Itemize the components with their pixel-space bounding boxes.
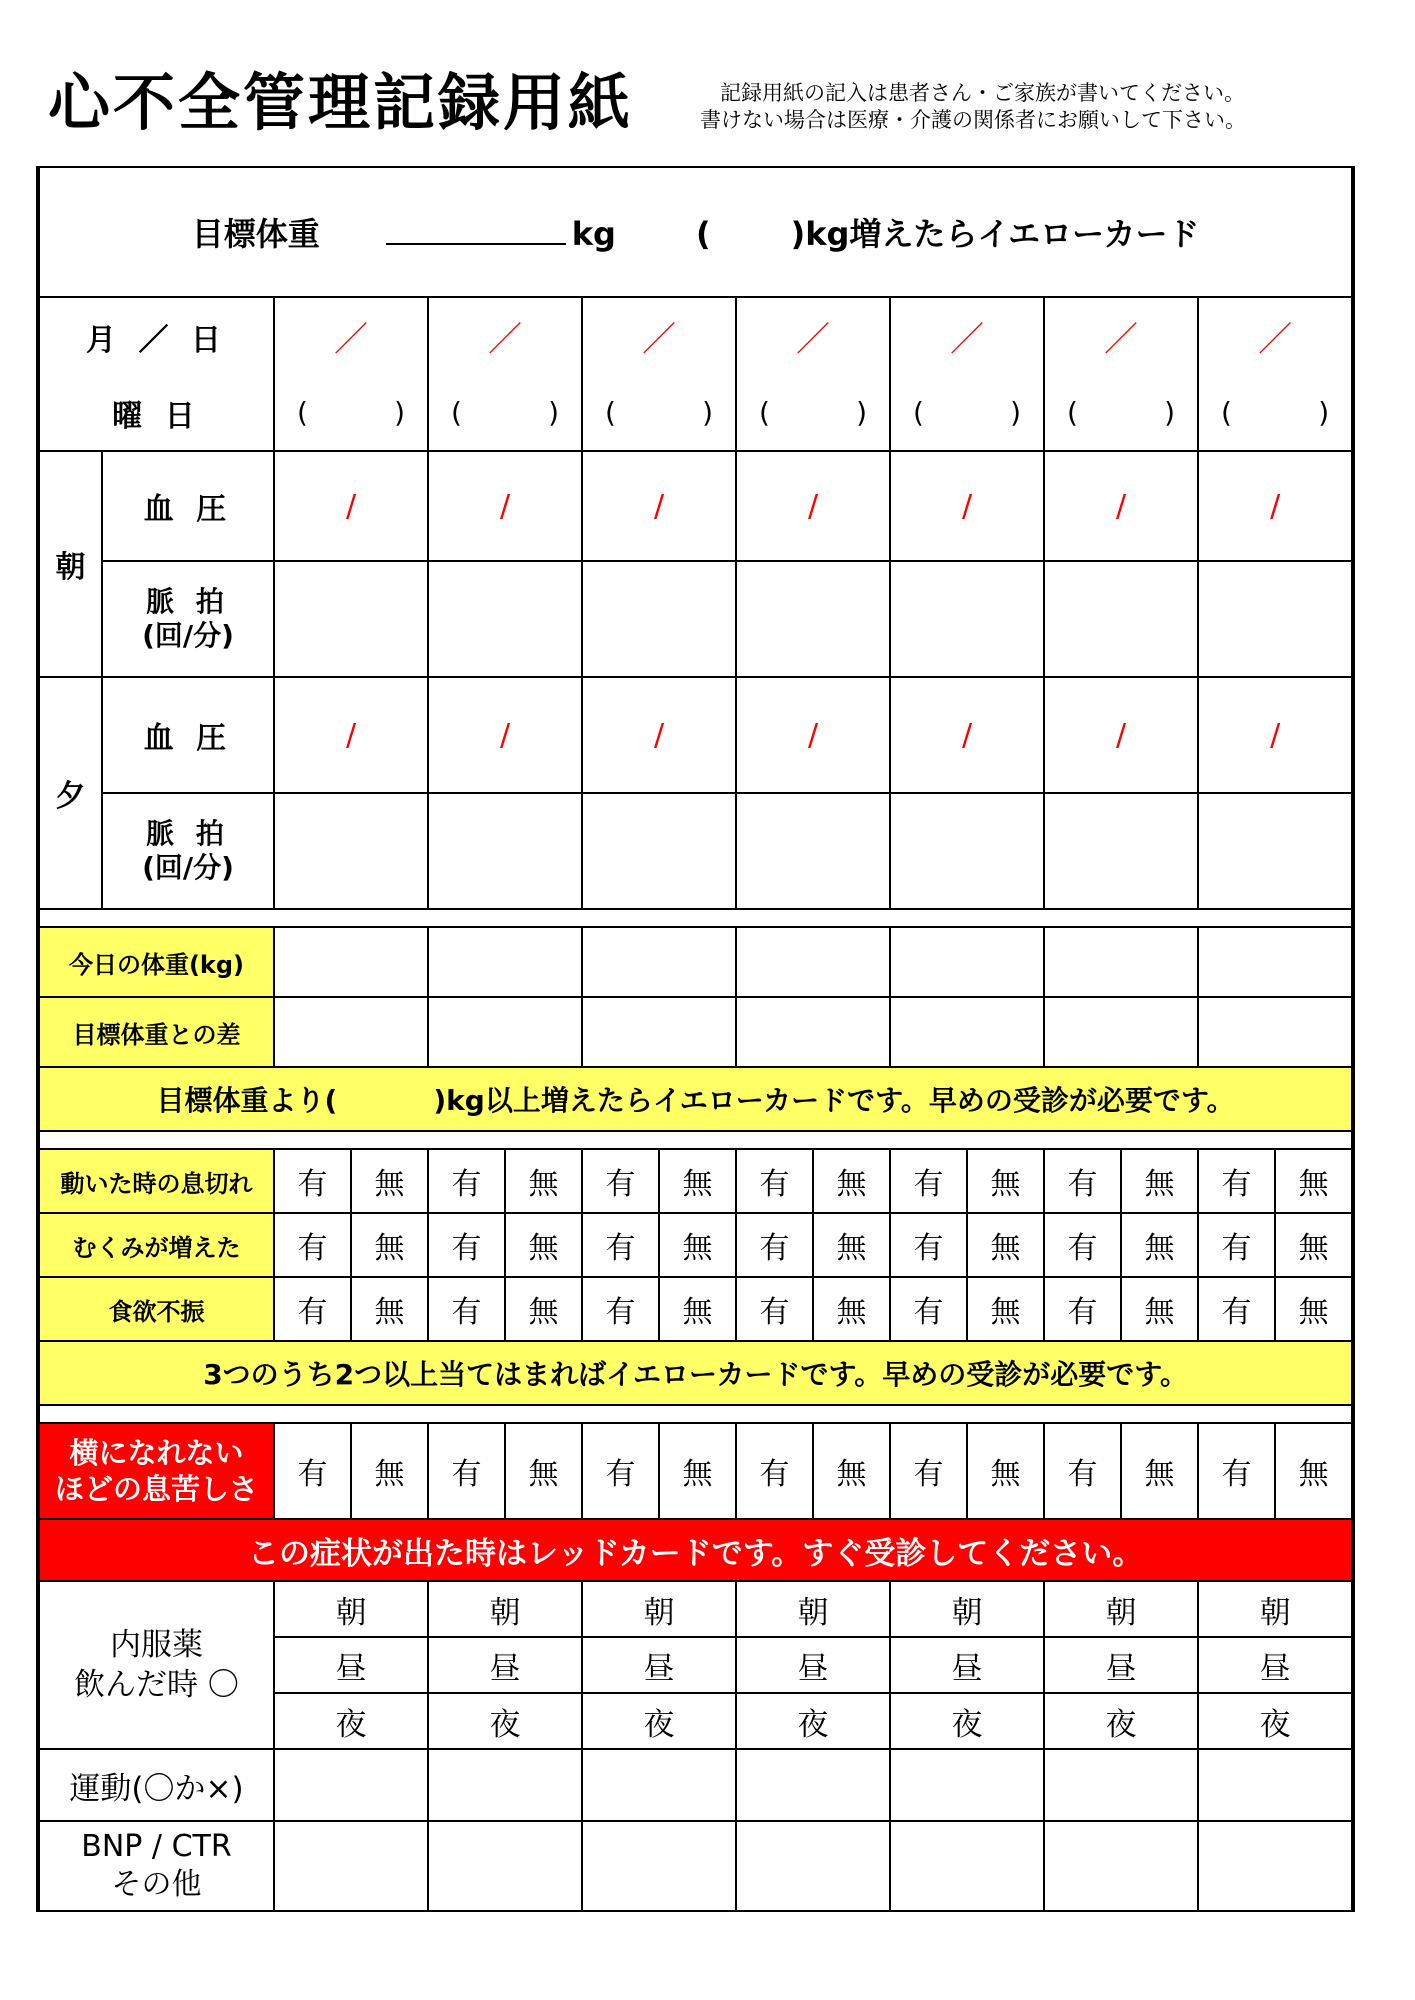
medicine-night-cell[interactable]: 夜 bbox=[1044, 1693, 1198, 1749]
goal-threshold-suffix: )kg増えたらイエローカード bbox=[790, 215, 1200, 253]
bp-slash: / bbox=[345, 488, 357, 524]
evening-bp-label: 血 圧 bbox=[102, 677, 274, 793]
date-cell[interactable] bbox=[582, 297, 736, 375]
date-slash: ／ bbox=[796, 320, 830, 360]
symptom-label-exertional-dyspnea: 動いた時の息切れ bbox=[38, 1149, 274, 1213]
orthopnea-label bbox=[38, 1423, 274, 1519]
orthopnea-no-option[interactable]: 無 bbox=[1121, 1423, 1198, 1519]
appetite-loss-no-option[interactable]: 無 bbox=[351, 1277, 428, 1341]
medicine-morning-cell[interactable]: 朝 bbox=[428, 1581, 582, 1637]
orthopnea-no-option[interactable]: 無 bbox=[351, 1423, 428, 1519]
paren-close: ) bbox=[548, 396, 559, 429]
orthopnea-label-line1: 横になれない bbox=[69, 1436, 244, 1470]
medicine-night-cell[interactable]: 夜 bbox=[736, 1693, 890, 1749]
paren-close: ) bbox=[1010, 396, 1021, 429]
appetite-loss-no-option[interactable]: 無 bbox=[967, 1277, 1044, 1341]
edema-increase-yes-option[interactable]: 有 bbox=[274, 1213, 351, 1277]
bp-slash: / bbox=[1270, 717, 1281, 753]
pulse-cell[interactable] bbox=[890, 561, 1044, 677]
medicine-morning-cell[interactable]: 朝 bbox=[1198, 1581, 1353, 1637]
exercise-cell[interactable] bbox=[428, 1749, 582, 1821]
exertional-dyspnea-no-option[interactable]: 無 bbox=[1275, 1149, 1353, 1213]
pulse-cell[interactable] bbox=[274, 561, 428, 677]
bp-slash: / bbox=[1270, 488, 1281, 524]
month-day-label: 月 ／ 日 bbox=[38, 297, 274, 375]
edema-increase-yes-option[interactable]: 有 bbox=[736, 1213, 813, 1277]
orthopnea-yes-option[interactable]: 有 bbox=[736, 1423, 813, 1519]
diff-cell[interactable] bbox=[1044, 997, 1198, 1067]
diff-cell[interactable] bbox=[1198, 997, 1353, 1067]
symptom-yellow-card-banner: 3つのうち2つ以上当てはまればイエローカードです。早めの受診が必要です。 bbox=[38, 1341, 1353, 1405]
bp-cell[interactable] bbox=[1198, 451, 1353, 561]
exercise-cell[interactable] bbox=[274, 1749, 428, 1821]
orthopnea-yes-option[interactable]: 有 bbox=[274, 1423, 351, 1519]
other-label bbox=[38, 1821, 274, 1911]
exertional-dyspnea-no-option[interactable]: 無 bbox=[813, 1149, 890, 1213]
exercise-cell[interactable] bbox=[1198, 1749, 1353, 1821]
pulse-cell[interactable] bbox=[274, 793, 428, 909]
exercise-cell[interactable] bbox=[890, 1749, 1044, 1821]
goal-diff-label: 目標体重との差 bbox=[38, 997, 274, 1067]
appetite-loss-yes-option[interactable]: 有 bbox=[736, 1277, 813, 1341]
date-slash: ／ bbox=[1258, 320, 1293, 360]
goal-weight-label: 目標体重 bbox=[191, 215, 320, 253]
exertional-dyspnea-no-option[interactable]: 無 bbox=[659, 1149, 736, 1213]
medicine-morning-cell[interactable]: 朝 bbox=[890, 1581, 1044, 1637]
medicine-night-cell[interactable]: 夜 bbox=[1198, 1693, 1353, 1749]
bp-cell[interactable] bbox=[890, 677, 1044, 793]
edema-increase-no-option[interactable]: 無 bbox=[505, 1213, 582, 1277]
bp-cell[interactable] bbox=[736, 451, 890, 561]
appetite-loss-yes-option[interactable]: 有 bbox=[582, 1277, 659, 1341]
paren-open: ( bbox=[605, 396, 616, 429]
orthopnea-yes-option[interactable]: 有 bbox=[582, 1423, 659, 1519]
medicine-morning-cell[interactable]: 朝 bbox=[1044, 1581, 1198, 1637]
medicine-noon-cell[interactable]: 昼 bbox=[736, 1637, 890, 1693]
other-label-line1: BNP / CTR bbox=[81, 1829, 232, 1864]
appetite-loss-yes-option[interactable]: 有 bbox=[1044, 1277, 1121, 1341]
medicine-night-cell[interactable]: 夜 bbox=[428, 1693, 582, 1749]
medicine-label-line2: 飲んだ時 〇 bbox=[74, 1667, 239, 1703]
morning-label: 朝 bbox=[38, 451, 102, 677]
weekday-cell[interactable] bbox=[582, 375, 736, 451]
paren-open: ( bbox=[1221, 396, 1232, 429]
date-cell[interactable] bbox=[1044, 297, 1198, 375]
other-cell[interactable] bbox=[1198, 1821, 1353, 1911]
orthopnea-no-option[interactable]: 無 bbox=[813, 1423, 890, 1519]
date-cell[interactable] bbox=[1198, 297, 1353, 375]
evening-label: 夕 bbox=[38, 677, 102, 909]
date-slash: ／ bbox=[950, 320, 984, 360]
exertional-dyspnea-no-option[interactable]: 無 bbox=[967, 1149, 1044, 1213]
bp-cell[interactable] bbox=[428, 677, 582, 793]
goal-weight-blank[interactable] bbox=[386, 215, 566, 245]
appetite-loss-yes-option[interactable]: 有 bbox=[1198, 1277, 1275, 1341]
symptom-label-edema-increase: むくみが増えた bbox=[38, 1213, 274, 1277]
paren-close: ) bbox=[1318, 396, 1330, 429]
pulse-cell[interactable] bbox=[428, 793, 582, 909]
bp-slash: / bbox=[961, 488, 973, 524]
weight-cell[interactable] bbox=[1198, 927, 1353, 997]
orthopnea-yes-option[interactable]: 有 bbox=[1044, 1423, 1121, 1519]
bp-cell[interactable] bbox=[890, 451, 1044, 561]
weekday-cell[interactable] bbox=[1044, 375, 1198, 451]
medicine-noon-cell[interactable]: 昼 bbox=[1198, 1637, 1353, 1693]
medicine-noon-cell[interactable]: 昼 bbox=[274, 1637, 428, 1693]
bp-cell[interactable] bbox=[1044, 677, 1198, 793]
orthopnea-yes-option[interactable]: 有 bbox=[428, 1423, 505, 1519]
other-cell[interactable] bbox=[428, 1821, 582, 1911]
other-cell[interactable] bbox=[582, 1821, 736, 1911]
section-gap bbox=[38, 1131, 1353, 1149]
date-cell[interactable] bbox=[890, 297, 1044, 375]
exertional-dyspnea-yes-option[interactable]: 有 bbox=[1044, 1149, 1121, 1213]
goal-threshold-open: ( bbox=[695, 215, 711, 253]
weight-cell[interactable] bbox=[428, 927, 582, 997]
date-slash: ／ bbox=[642, 320, 676, 360]
orthopnea-yes-option[interactable]: 有 bbox=[890, 1423, 967, 1519]
exertional-dyspnea-yes-option[interactable]: 有 bbox=[1198, 1149, 1275, 1213]
appetite-loss-yes-option[interactable]: 有 bbox=[274, 1277, 351, 1341]
bp-cell[interactable] bbox=[1198, 677, 1353, 793]
weekday-cell[interactable] bbox=[736, 375, 890, 451]
date-slash: ／ bbox=[1104, 320, 1138, 360]
bp-slash: / bbox=[653, 488, 665, 524]
today-weight-label: 今日の体重(kg) bbox=[38, 927, 274, 997]
pulse-cell[interactable] bbox=[428, 561, 582, 677]
symptom-label-appetite-loss: 食欲不振 bbox=[38, 1277, 274, 1341]
bp-cell[interactable] bbox=[274, 677, 428, 793]
section-gap bbox=[38, 909, 1353, 927]
bp-cell[interactable] bbox=[274, 451, 428, 561]
exertional-dyspnea-yes-option[interactable]: 有 bbox=[428, 1149, 505, 1213]
paren-open: ( bbox=[759, 396, 770, 429]
other-cell[interactable] bbox=[890, 1821, 1044, 1911]
bp-slash: / bbox=[961, 717, 973, 753]
exercise-cell[interactable] bbox=[736, 1749, 890, 1821]
weight-cell[interactable] bbox=[274, 927, 428, 997]
pulse-cell[interactable] bbox=[890, 793, 1044, 909]
date-cell[interactable] bbox=[428, 297, 582, 375]
paren-open: ( bbox=[1067, 396, 1078, 429]
pulse-unit-text: (回/分) bbox=[142, 851, 234, 884]
bp-cell[interactable] bbox=[582, 677, 736, 793]
appetite-loss-yes-option[interactable]: 有 bbox=[890, 1277, 967, 1341]
weekday-cell[interactable] bbox=[890, 375, 1044, 451]
pulse-cell[interactable] bbox=[582, 561, 736, 677]
appetite-loss-no-option[interactable]: 無 bbox=[659, 1277, 736, 1341]
pulse-cell[interactable] bbox=[582, 793, 736, 909]
note-line-2: 書けない場合は医療・介護の関係者にお願いして下さい。 bbox=[700, 108, 1246, 132]
exertional-dyspnea-no-option[interactable]: 無 bbox=[1121, 1149, 1198, 1213]
other-cell[interactable] bbox=[736, 1821, 890, 1911]
pulse-cell[interactable] bbox=[1044, 561, 1198, 677]
paren-open: ( bbox=[451, 396, 462, 429]
medicine-label-line1: 内服薬 bbox=[110, 1627, 203, 1663]
weight-cell[interactable] bbox=[736, 927, 890, 997]
goal-weight-row[interactable] bbox=[38, 167, 1353, 297]
exercise-cell[interactable] bbox=[582, 1749, 736, 1821]
other-label-line2: その他 bbox=[111, 1867, 202, 1902]
medicine-noon-cell[interactable]: 昼 bbox=[890, 1637, 1044, 1693]
appetite-loss-no-option[interactable]: 無 bbox=[1275, 1277, 1353, 1341]
bp-slash: / bbox=[807, 717, 819, 753]
morning-pulse-label bbox=[102, 561, 274, 677]
bp-slash: / bbox=[1115, 717, 1127, 753]
orthopnea-yes-option[interactable]: 有 bbox=[1198, 1423, 1275, 1519]
section-gap bbox=[38, 1405, 1353, 1423]
edema-increase-yes-option[interactable]: 有 bbox=[890, 1213, 967, 1277]
orthopnea-no-option[interactable]: 無 bbox=[967, 1423, 1044, 1519]
medicine-night-cell[interactable]: 夜 bbox=[582, 1693, 736, 1749]
edema-increase-yes-option[interactable]: 有 bbox=[1198, 1213, 1275, 1277]
paren-close: ) bbox=[394, 396, 405, 429]
medicine-morning-cell[interactable]: 朝 bbox=[736, 1581, 890, 1637]
medicine-label bbox=[38, 1581, 274, 1749]
goal-weight-unit: kg bbox=[571, 215, 616, 253]
evening-pulse-label bbox=[102, 793, 274, 909]
medicine-morning-cell[interactable]: 朝 bbox=[274, 1581, 428, 1637]
paren-open: ( bbox=[297, 396, 308, 429]
exertional-dyspnea-yes-option[interactable]: 有 bbox=[582, 1149, 659, 1213]
appetite-loss-no-option[interactable]: 無 bbox=[505, 1277, 582, 1341]
edema-increase-no-option[interactable]: 無 bbox=[1275, 1213, 1353, 1277]
pulse-cell[interactable] bbox=[1198, 793, 1353, 909]
medicine-noon-cell[interactable]: 昼 bbox=[582, 1637, 736, 1693]
medicine-night-cell[interactable]: 夜 bbox=[890, 1693, 1044, 1749]
exercise-cell[interactable] bbox=[1044, 1749, 1198, 1821]
pulse-cell[interactable] bbox=[736, 561, 890, 677]
exertional-dyspnea-yes-option[interactable]: 有 bbox=[890, 1149, 967, 1213]
morning-bp-label: 血 圧 bbox=[102, 451, 274, 561]
bp-slash: / bbox=[653, 717, 665, 753]
pulse-unit-text: (回/分) bbox=[142, 619, 234, 652]
date-cell[interactable] bbox=[274, 297, 428, 375]
paren-close: ) bbox=[1164, 396, 1175, 429]
paren-open: ( bbox=[913, 396, 924, 429]
paren-close: ) bbox=[856, 396, 867, 429]
edema-increase-yes-option[interactable]: 有 bbox=[582, 1213, 659, 1277]
edema-increase-no-option[interactable]: 無 bbox=[1121, 1213, 1198, 1277]
other-cell[interactable] bbox=[1044, 1821, 1198, 1911]
red-card-banner: この症状が出た時はレッドカードです。すぐ受診してください。 bbox=[38, 1519, 1353, 1581]
other-cell[interactable] bbox=[274, 1821, 428, 1911]
date-slash: ／ bbox=[334, 320, 368, 360]
instruction-note bbox=[700, 80, 1246, 134]
edema-increase-no-option[interactable]: 無 bbox=[813, 1213, 890, 1277]
pulse-cell[interactable] bbox=[1044, 793, 1198, 909]
weight-cell[interactable] bbox=[1044, 927, 1198, 997]
orthopnea-no-option[interactable]: 無 bbox=[1275, 1423, 1353, 1519]
exertional-dyspnea-no-option[interactable]: 無 bbox=[351, 1149, 428, 1213]
weekday-cell[interactable] bbox=[428, 375, 582, 451]
medicine-noon-cell[interactable]: 昼 bbox=[428, 1637, 582, 1693]
weekday-cell[interactable] bbox=[274, 375, 428, 451]
edema-increase-yes-option[interactable]: 有 bbox=[428, 1213, 505, 1277]
bp-cell[interactable] bbox=[428, 451, 582, 561]
weight-cell[interactable] bbox=[890, 927, 1044, 997]
weight-yellow-card-banner bbox=[38, 1067, 1353, 1131]
pulse-label-text: 脈 拍 bbox=[146, 585, 230, 618]
medicine-morning-cell[interactable]: 朝 bbox=[582, 1581, 736, 1637]
record-table bbox=[36, 166, 1355, 1912]
diff-cell[interactable] bbox=[428, 997, 582, 1067]
orthopnea-no-option[interactable]: 無 bbox=[659, 1423, 736, 1519]
bp-slash: / bbox=[499, 717, 511, 753]
weekday-label: 曜 日 bbox=[38, 375, 274, 451]
note-line-1: 記録用紙の記入は患者さん・ご家族が書いてください。 bbox=[720, 81, 1245, 105]
edema-increase-yes-option[interactable]: 有 bbox=[1044, 1213, 1121, 1277]
bp-cell[interactable] bbox=[736, 677, 890, 793]
weight-cell[interactable] bbox=[582, 927, 736, 997]
orthopnea-label-line2: ほどの息苦しさ bbox=[54, 1472, 258, 1506]
appetite-loss-yes-option[interactable]: 有 bbox=[428, 1277, 505, 1341]
paren-close: ) bbox=[702, 396, 713, 429]
page-title: 心不全管理記録用紙 bbox=[48, 66, 634, 139]
pulse-label-text: 脈 拍 bbox=[146, 817, 230, 850]
medicine-night-cell[interactable]: 夜 bbox=[274, 1693, 428, 1749]
bp-slash: / bbox=[1115, 488, 1127, 524]
diff-cell[interactable] bbox=[274, 997, 428, 1067]
pulse-cell[interactable] bbox=[736, 793, 890, 909]
diff-cell[interactable] bbox=[582, 997, 736, 1067]
weekday-cell[interactable] bbox=[1198, 375, 1353, 451]
edema-increase-no-option[interactable]: 無 bbox=[659, 1213, 736, 1277]
exertional-dyspnea-yes-option[interactable]: 有 bbox=[274, 1149, 351, 1213]
exertional-dyspnea-yes-option[interactable]: 有 bbox=[736, 1149, 813, 1213]
banner-suffix: )kg以上増えたらイエローカードです。早めの受診が必要です。 bbox=[433, 1084, 1235, 1117]
diff-cell[interactable] bbox=[890, 997, 1044, 1067]
diff-cell[interactable] bbox=[736, 997, 890, 1067]
edema-increase-no-option[interactable]: 無 bbox=[351, 1213, 428, 1277]
bp-cell[interactable] bbox=[582, 451, 736, 561]
date-cell[interactable] bbox=[736, 297, 890, 375]
appetite-loss-no-option[interactable]: 無 bbox=[1121, 1277, 1198, 1341]
edema-increase-no-option[interactable]: 無 bbox=[967, 1213, 1044, 1277]
appetite-loss-no-option[interactable]: 無 bbox=[813, 1277, 890, 1341]
date-slash: ／ bbox=[488, 320, 522, 360]
bp-slash: / bbox=[807, 488, 819, 524]
exertional-dyspnea-no-option[interactable]: 無 bbox=[505, 1149, 582, 1213]
bp-slash: / bbox=[499, 488, 511, 524]
exercise-label: 運動(〇か×) bbox=[38, 1749, 274, 1821]
medicine-noon-cell[interactable]: 昼 bbox=[1044, 1637, 1198, 1693]
orthopnea-no-option[interactable]: 無 bbox=[505, 1423, 582, 1519]
pulse-cell[interactable] bbox=[1198, 561, 1353, 677]
banner-prefix: 目標体重より( bbox=[156, 1084, 338, 1117]
bp-cell[interactable] bbox=[1044, 451, 1198, 561]
bp-slash: / bbox=[345, 717, 357, 753]
